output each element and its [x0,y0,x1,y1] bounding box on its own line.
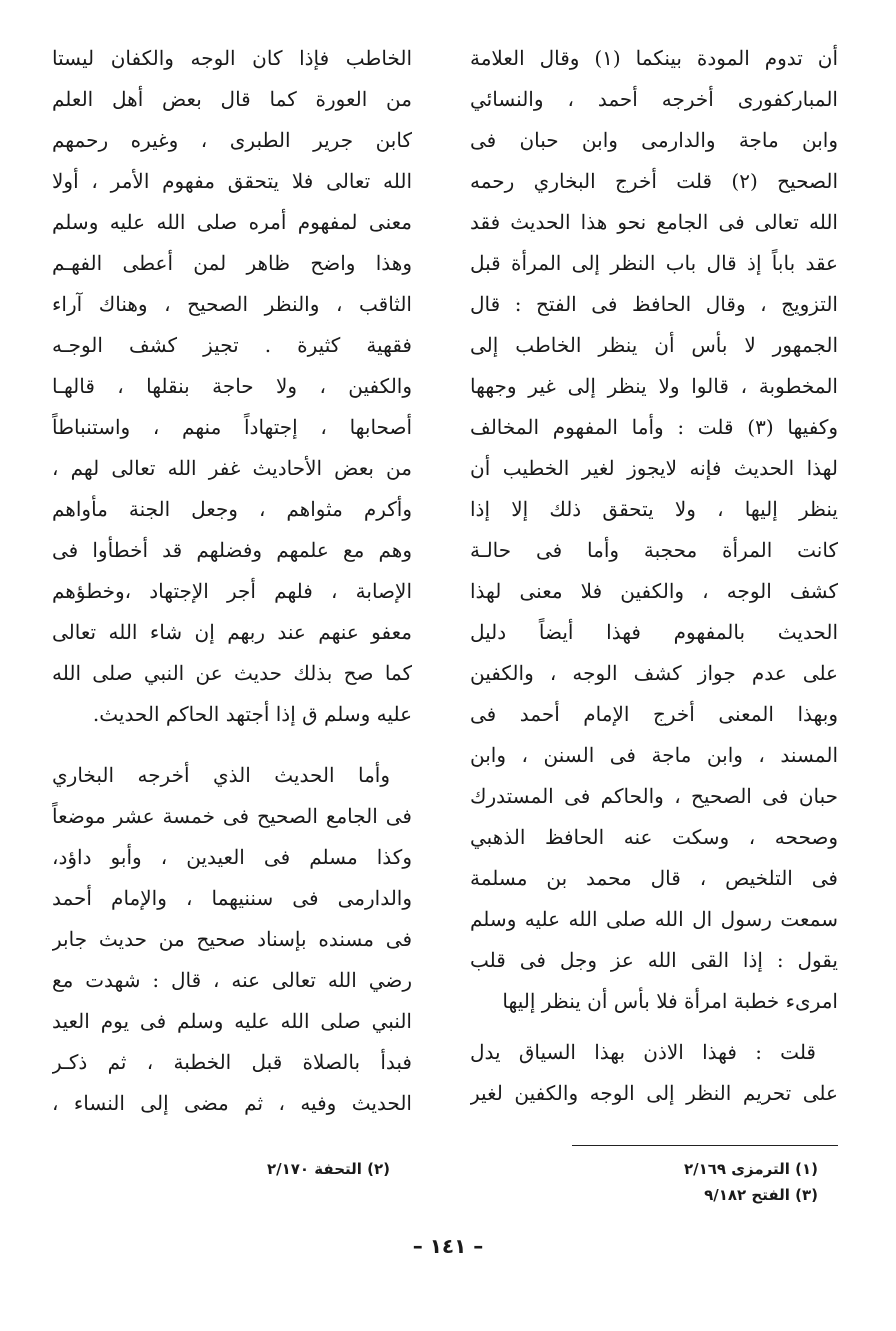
text-line: المسند ، وابن ماجة فى السنن ، وابن [470,743,838,767]
text-line: لهذا الحديث فإنه لايجوز لغير الخطيب أن [470,456,838,480]
text-line: على تحريم النظر إلى الوجه والكفين لغير [470,1081,838,1105]
text-line: وهم مع علمهم وفضلهم قد أخطأوا فى [52,538,412,562]
text-line: كابن جرير الطبرى ، وغيره رحمهم [52,128,412,152]
text-line: المباركفورى أخرجه أحمد ، والنسائي [470,87,838,111]
text-line: فى مسنده بإسناد صحيح من حديث جابر [52,927,412,951]
text-line: أن تدوم المودة بينكما (١) وقال العلامة [470,46,838,70]
text-line: الحديث بالمفهوم فهذا أيضاً دليل [470,620,838,644]
text-line: وبهذا المعنى أخرج الإمام أحمد فى [470,702,838,726]
text-line: امرىء خطبة امرأة فلا بأس أن ينظر إليها [502,989,838,1013]
text-line: فى التلخيص ، قال محمد بن مسلمة [470,866,838,890]
text-line: والكفين ، ولا حاجة بنقلها ، قالهـا [52,374,412,398]
text-line: الله تعالى فى الجامع نحو هذا الحديث فقد [470,210,838,234]
text-line: وصححه ، وسكت عنه الحافظ الذهبي [470,825,838,849]
text-line: كما صح بذلك حديث عن النبي صلى الله [52,661,412,685]
left-para-2 [52,755,412,1124]
text-line: وكفيها (٣) قلت : وأما المفهوم المخالف [470,415,838,439]
right-para-2 [470,1032,838,1114]
left-para-1 [52,38,412,735]
text-line: حبان فى الصحيح ، والحاكم فى المستدرك [470,784,838,808]
text-line: كانت المرأة محجبة وأما فى حالـة [470,538,838,562]
text-line: فى الجامع الصحيح فى خمسة عشر موضعاً [52,804,412,828]
text-line: الصحيح (٢) قلت أخرج البخاري رحمه [470,169,838,193]
text-line: فبدأ بالصلاة قبل الخطبة ، ثم ذكـر [52,1050,412,1074]
footnote-2: (٢) التحفة ٢/١٧٠ [266,1160,390,1178]
text-line: وأما الحديث الذي أخرجه البخاري [52,763,390,787]
text-line: على عدم جواز كشف الوجه ، والكفين [470,661,838,685]
right-column [470,38,838,1114]
text-line: عقد باباً إذ قال باب النظر إلى المرأة قبل [470,251,838,275]
page-number: – ١٤١ – [412,1234,484,1258]
footnote-3: (٣) الفتح ٩/١٨٢ [704,1186,818,1204]
text-line: والدارمى فى سننيهما ، والإمام أحمد [52,886,412,910]
footnote-divider [572,1145,838,1146]
footnote-1: (١) الترمزى ٢/١٦٩ [683,1160,818,1178]
text-line: أصحابها ، إجتهاداً منهم ، واستنباطاً [52,415,412,439]
text-line: النبي صلى الله عليه وسلم فى يوم العيد [52,1009,412,1033]
text-line: سمعت رسول ال الله صلى الله عليه وسلم [470,907,838,931]
text-line: ينظر إليها ، ولا يتحقق ذلك إلا إذا [470,497,838,521]
text-line: كشف الوجه ، والكفين فلا معنى لهذا [470,579,838,603]
text-line: الخاطب فإذا كان الوجه والكفان ليستا [52,46,412,70]
text-line: الله تعالى فلا يتحقق مفهوم الأمر ، أولا [52,169,412,193]
text-line: وكذا مسلم فى العيدين ، وأبو داؤد، [52,845,412,869]
text-line: الإصابة ، فلهم أجر الإجتهاد ،وخطؤهم [52,579,412,603]
text-line: من بعض الأحاديث غفر الله تعالى لهم ، [52,456,412,480]
text-line: معفو عنهم عند ربهم إن شاء الله تعالى [52,620,412,644]
text-line: يقول : إذا القى الله عز وجل فى قلب [470,948,838,972]
text-line: المخطوبة ، قالوا ولا ينظر إلى غير وجهها [470,374,838,398]
text-line: رضي الله تعالى عنه ، قال : شهدت مع [52,968,412,992]
text-line: فقهية كثيرة . تجيز كشف الوجـه [52,333,412,357]
right-para-1 [470,38,838,1022]
text-line: الحديث وفيه ، ثم مضى إلى النساء ، [52,1091,412,1115]
text-line: معنى لمفهوم أمره صلى الله عليه وسلم [52,210,412,234]
text-line: عليه وسلم ق إذا أجتهد الحاكم الحديث. [92,702,412,726]
text-line: من العورة كما قال بعض أهل العلم [52,87,412,111]
text-line: التزويج ، وقال الحافظ فى الفتح : قال [470,292,838,316]
text-line: وهذا واضح ظاهر لمن أعطى الفهـم [52,251,412,275]
text-line: قلت : فهذا الاذن بهذا السياق يدل [470,1040,816,1064]
text-line: وأكرم مثواهم ، وجعل الجنة مأواهم [52,497,412,521]
text-line: الثاقب ، والنظر الصحيح ، وهناك آراء [52,292,412,316]
text-line: وابن ماجة والدارمى وابن حبان فى [470,128,838,152]
left-column [52,38,412,1124]
text-line: الجمهور لا بأس أن ينظر الخاطب إلى [470,333,838,357]
